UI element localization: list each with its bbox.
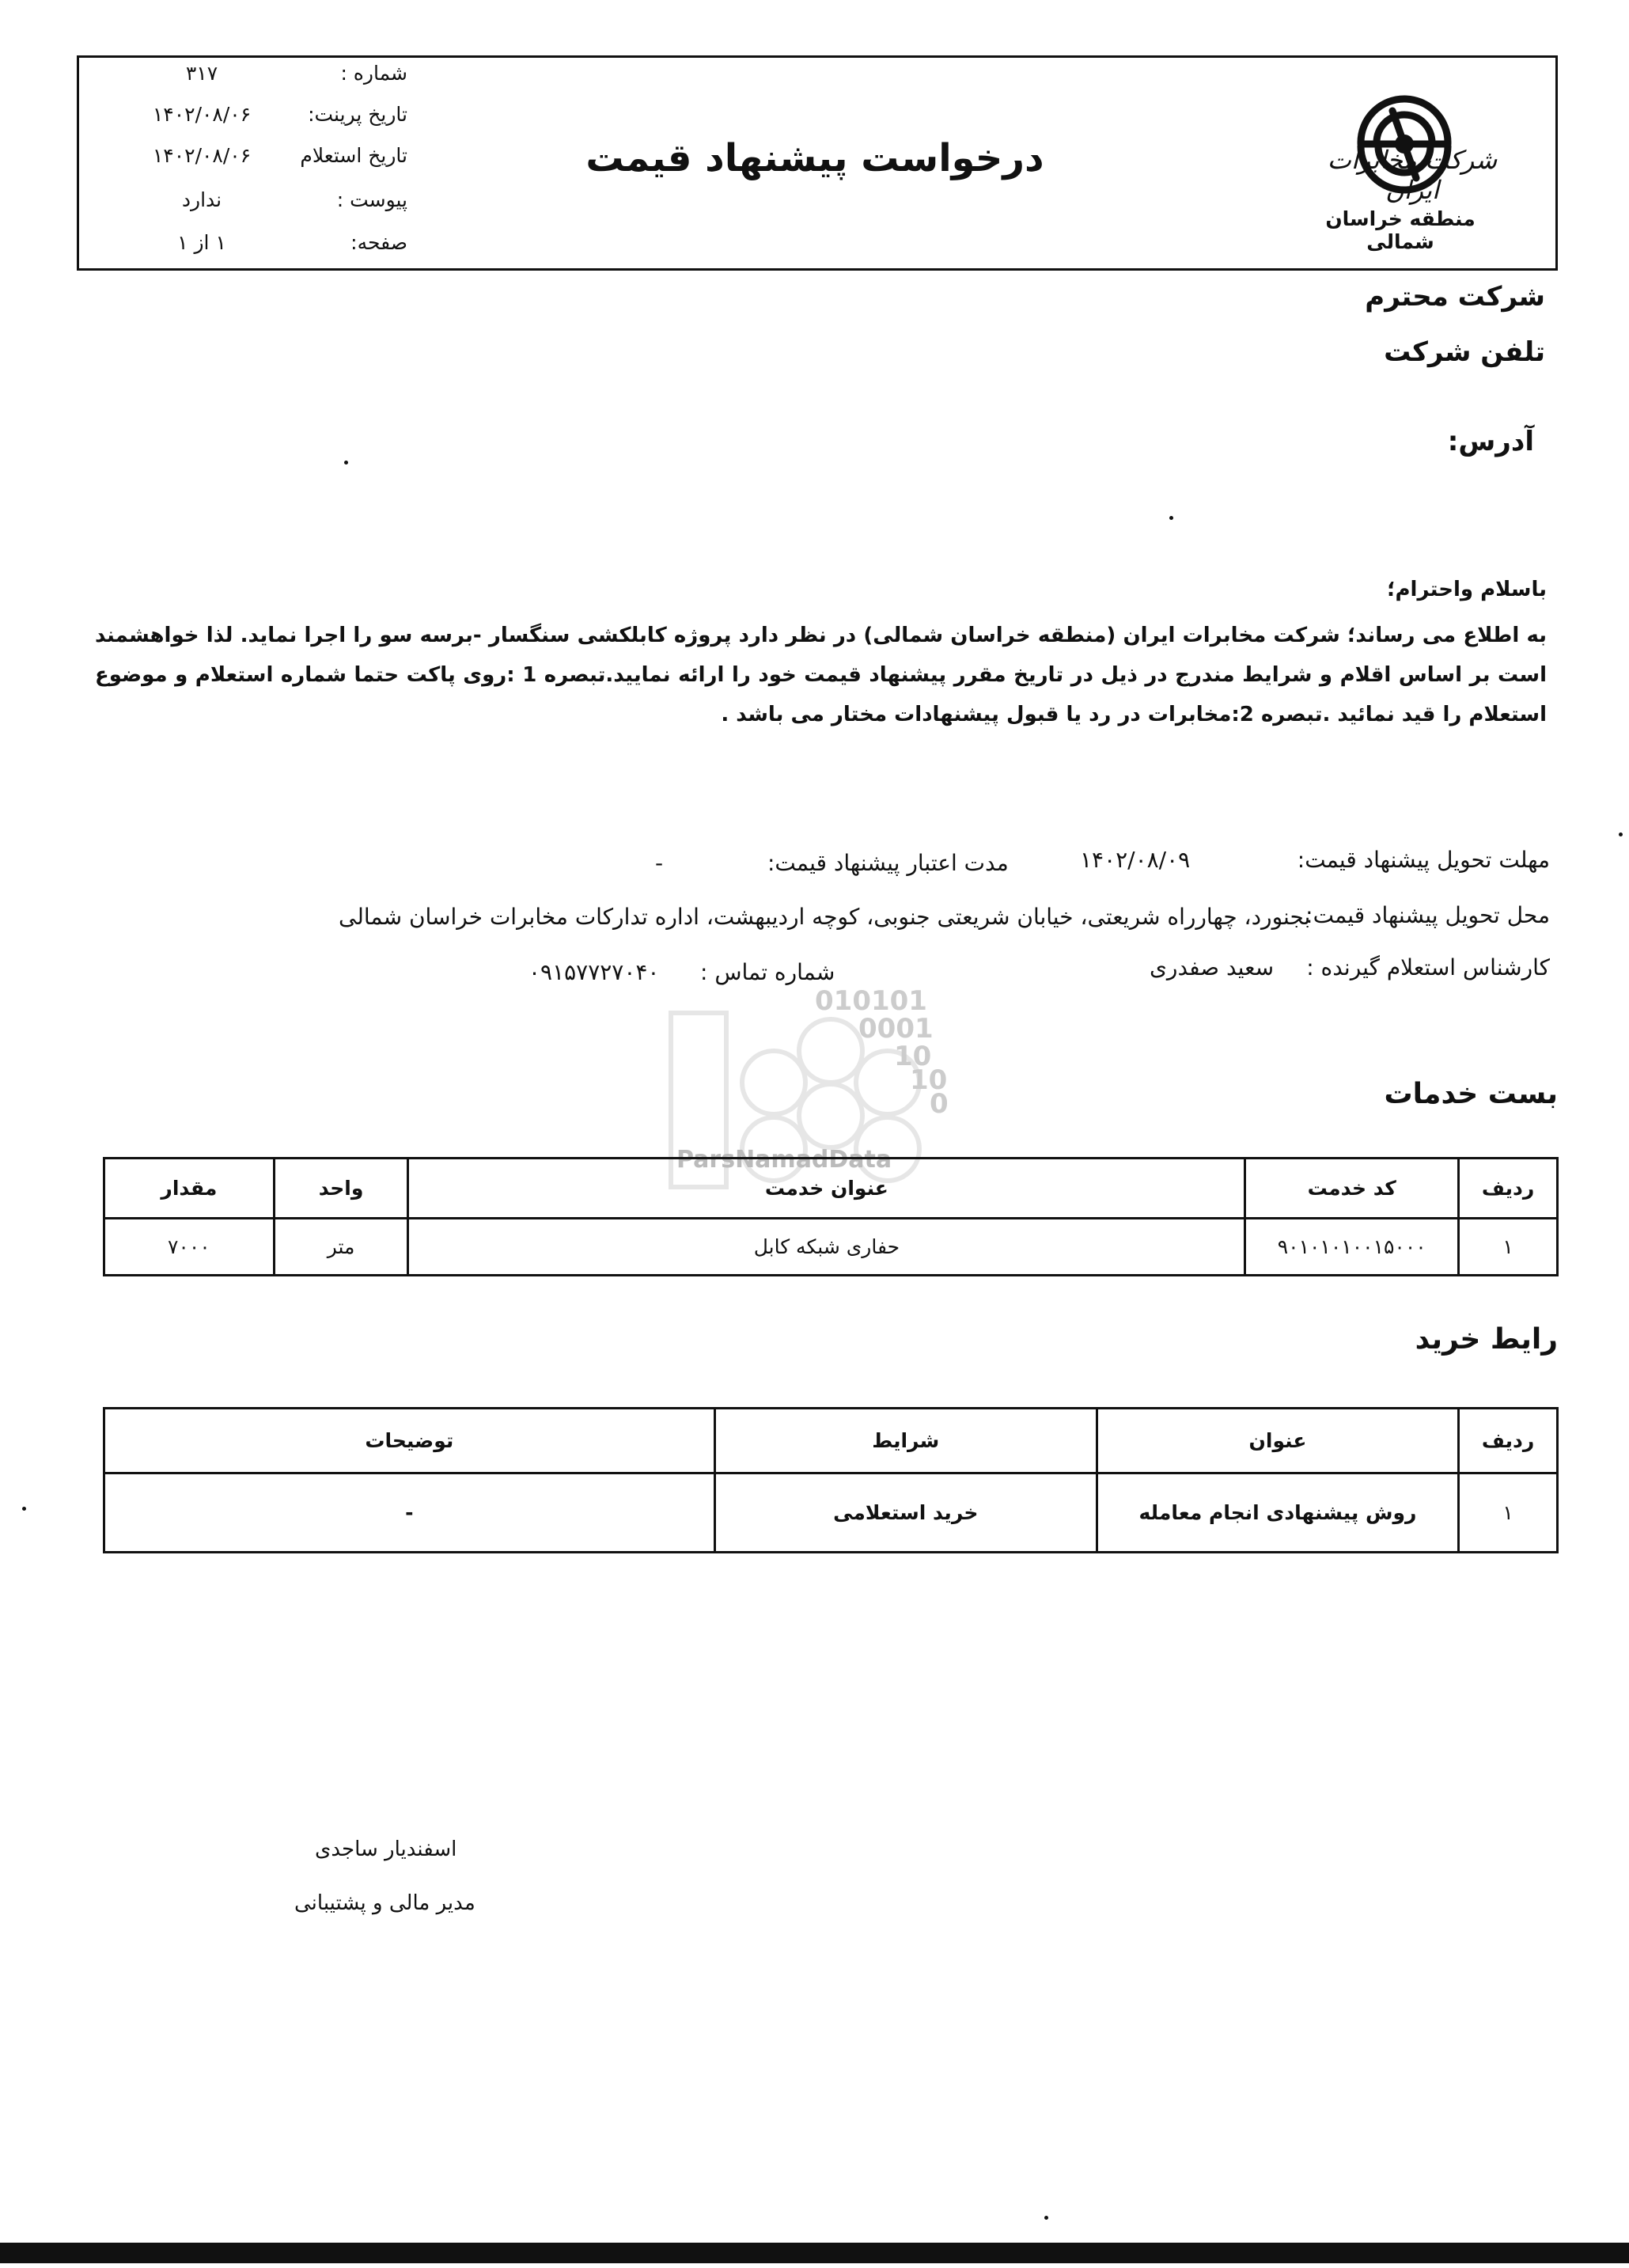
watermark-brand: ParsNamadData [676,1146,892,1174]
services-col-code: کد خدمت [1245,1159,1459,1219]
terms-header-row [104,1409,1558,1473]
terms-cell-title: روش پیشنهادی انجام معامله [1097,1473,1458,1553]
meta-number-label: شماره : [340,62,407,85]
services-cell-qty: ۷۰۰۰ [104,1219,275,1276]
scan-speck [1619,832,1623,836]
watermark-digits-5: 0 [930,1088,949,1120]
meta-inquiry-date-value: ۱۴۰۲/۰۸/۰۶ [152,144,252,167]
contact-value: ۰۹۱۵۷۷۲۷۰۴۰ [528,959,660,985]
address-label: آدرس: [1447,426,1534,457]
scan-edge-bar [0,2243,1629,2263]
services-col-unit: واحد [274,1159,408,1219]
services-col-title: عنوان خدمت [408,1159,1245,1219]
validity-value: - [655,850,664,876]
greeting: باسلام واحترام؛ [1387,578,1547,601]
terms-cell-condition: خرید استعلامی [714,1473,1097,1553]
scan-speck [22,1507,26,1511]
meta-page-value: ۱ از ۱ [177,231,226,254]
terms-col-row: ردیف [1459,1409,1558,1473]
meta-print-date-value: ۱۴۰۲/۰۸/۰۶ [152,103,252,126]
scan-speck [1169,516,1173,520]
terms-cell-row: ۱ [1459,1473,1558,1553]
document-title: درخواست پیشنهاد قیمت [585,136,1044,180]
meta-attachment-value: ندارد [181,188,222,211]
terms-heading: رایط خرید [1415,1323,1558,1356]
meta-number-value: ۳۱۷ [185,62,218,85]
terms-col-condition: شرایط [714,1409,1097,1473]
logo-brand-text: شرکت مخابرات ایران [1327,145,1498,205]
location-value: بجنورد، چهارراه شریعتی، خیابان شریعتی جنوبی، کوچه اردیبهشت، اداره تدارکات مخابرات خراسان شمالی [339,904,1311,930]
services-table [103,1157,1559,1276]
scan-speck [344,461,348,465]
company-label: شرکت محترم [1365,281,1545,313]
expert-label: کارشناس استعلام گیرنده : [1306,954,1550,980]
table-row [104,1219,1558,1276]
services-heading: بست خدمات [1384,1078,1558,1110]
terms-col-title: عنوان [1097,1409,1458,1473]
watermark-digits-4: 10 [910,1064,948,1096]
services-cell-code: ۹۰۱۰۱۰۱۰۰۱۵۰۰۰ [1245,1219,1459,1276]
watermark-digits-2: 0001 [858,1013,934,1045]
terms-col-notes: توضیحات [104,1409,715,1473]
validity-label: مدت اعتبار پیشنهاد قیمت: [767,850,1009,876]
watermark-digits-1: 010101 [815,985,927,1017]
company-phone-label: تلفن شرکت [1384,336,1545,368]
services-header-row [104,1159,1558,1219]
services-cell-unit: متر [274,1219,408,1276]
meta-attachment-label: پیوست : [336,188,407,211]
services-col-row: ردیف [1459,1159,1558,1219]
location-label: محل تحویل پیشنهاد قیمت: [1305,902,1550,928]
terms-table [103,1407,1559,1553]
expert-value: سعید صفدری [1150,954,1275,980]
services-col-qty: مقدار [104,1159,275,1219]
intro-paragraph: به اطلاع می رساند؛ شرکت مخابرات ایران (منطقه خراسان شمالی) در نظر دارد پروژه کابلکشی سنگسار -برسه سو را اجرا نماید. لذا خواهشمند است بر اساس اقلام و شرایط مندرج در ذیل در تاریخ مقرر پیشنهاد قیمت خود را ارائه نمایید.تبصره 1 :روی پاکت حتما شماره استعلام و موضوع استعلام را قید نمائید .تبصره 2:مخابرات در رد یا قبول پیشنهادات مختار می باشد . [95,624,1547,726]
signatory-name: اسفندیار ساجدی [315,1838,457,1861]
deadline-value: ۱۴۰۲/۰۸/۰۹ [1080,847,1191,873]
watermark-digits-3: 10 [894,1041,932,1072]
terms-cell-notes: - [104,1473,715,1553]
region-name: منطقه خراسان شمالی [1325,207,1476,253]
meta-print-date-label: تاریخ پرینت: [308,103,407,126]
services-cell-row: ۱ [1459,1219,1558,1276]
contact-label: شماره تماس : [700,959,835,985]
services-cell-title: حفاری شبکه کابل [408,1219,1245,1276]
scan-speck [1044,2216,1048,2220]
meta-inquiry-date-label: تاریخ استعلام [300,144,407,167]
meta-page-label: صفحه: [350,231,407,254]
deadline-label: مهلت تحویل پیشنهاد قیمت: [1297,847,1550,873]
table-row [104,1473,1558,1553]
signatory-title: مدیر مالی و پشتیبانی [294,1891,475,1915]
